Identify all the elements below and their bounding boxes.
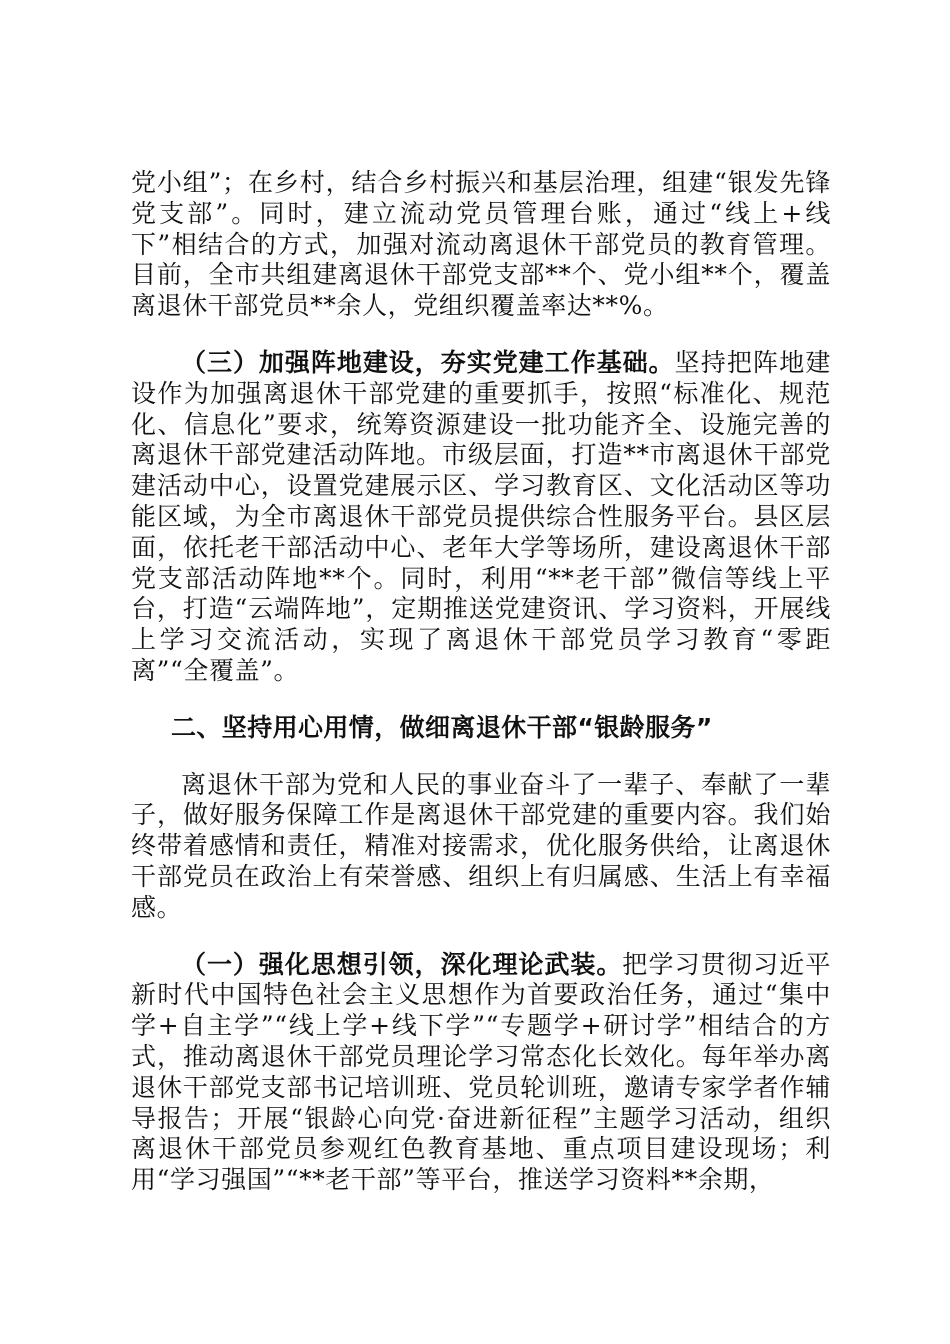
section-one-lead: （一）强化思想引领，深化理论武装。 — [181, 949, 623, 979]
section-one-body: 把学习贯彻习近平新时代中国特色社会主义思想作为首要政治任务，通过“集中学+自主学”“线上学+线下学”“专题学+研讨学”相结合的方式，推动离退休干部党员理论学习常态化长效化。每年举办离退休干部党支部书记培训班、党员轮训班，邀请专家学者作辅导报告；开展“银龄心向党·奋进新征程”主题学习活动，组织离退休干部党员参观红色教育基地、重点项目建设现场；利用“学习强国”“**老干部”等平台，推送学习资料**余期， — [131, 949, 831, 1195]
document-body — [131, 168, 831, 1196]
paragraph-continuation: 党小组”；在乡村，结合乡村振兴和基层治理，组建“银发先锋党支部”。同时，建立流动党员管理台账，通过“线上+线下”相结合的方式，加强对流动离退休干部党员的教育管理。目前，全市共组建离退休干部党支部**个、党小组**个，覆盖离退休干部党员**余人，党组织覆盖率达**%。 — [131, 168, 831, 321]
chapter-two-intro-paragraph: 离退休干部为党和人民的事业奋斗了一辈子、奉献了一辈子，做好服务保障工作是离退休干部党建的重要内容。我们始终带着感情和责任，精准对接需求，优化服务供给，让离退休干部党员在政治上有荣誉感、组织上有归属感、生活上有幸福感。 — [131, 769, 831, 922]
section-three-body: 坚持把阵地建设作为加强离退休干部党建的重要抓手，按照“标准化、规范化、信息化”要求，统筹资源建设一批功能齐全、设施完善的离退休干部党建活动阵地。市级层面，打造**市离退休干部党建活动中心，设置党建展示区、学习教育区、文化活动区等功能区域，为全市离退休干部党员提供综合性服务平台。县区层面，依托老干部活动中心、老年大学等场所，建设离退休干部党支部活动阵地**个。同时，利用“**老干部”微信等线上平台，打造“云端阵地”，定期推送党建资讯、学习资料，开展线上学习交流活动，实现了离退休干部党员学习教育“零距离”“全覆盖”。 — [131, 347, 831, 685]
section-one-paragraph — [131, 950, 831, 1196]
section-three-lead: （三）加强阵地建设，夯实党建工作基础。 — [181, 347, 675, 377]
section-three-paragraph — [131, 348, 831, 687]
chapter-two-heading: 二、坚持用心用情，做细离退休干部“银龄服务” — [171, 712, 713, 742]
